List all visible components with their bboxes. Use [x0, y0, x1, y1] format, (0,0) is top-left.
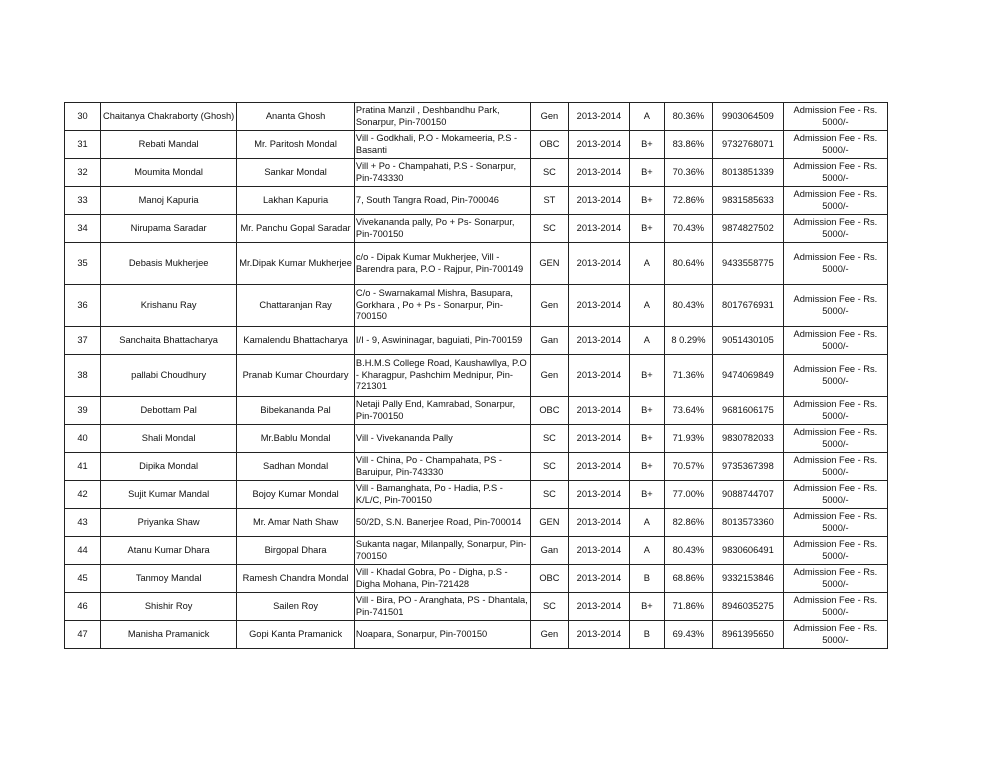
percentage-cell: 77.00%	[664, 481, 712, 509]
category-cell: GEN	[530, 243, 568, 285]
address-cell: I/I - 9, Aswininagar, baguiati, Pin-700159	[354, 327, 530, 355]
address-cell: Vivekananda pally, Po + Ps- Sonarpur, Pin-700150	[354, 215, 530, 243]
session-cell: 2013-2014	[568, 285, 629, 327]
phone-number-cell: 9874827502	[712, 215, 783, 243]
address-cell: Pratina Manzil , Deshbandhu Park, Sonarpur, Pin-700150	[354, 103, 530, 131]
remarks-cell: Admission Fee - Rs. 5000/-	[783, 593, 887, 621]
student-name-cell: Debottam Pal	[101, 397, 237, 425]
remarks-cell: Admission Fee - Rs. 5000/-	[783, 103, 887, 131]
grade-cell: A	[629, 509, 664, 537]
grade-cell: B+	[629, 425, 664, 453]
serial-number-cell: 30	[65, 103, 101, 131]
session-cell: 2013-2014	[568, 397, 629, 425]
guardian-name-cell: Bibekananda Pal	[237, 397, 355, 425]
grade-cell: A	[629, 243, 664, 285]
phone-number-cell: 9474069849	[712, 355, 783, 397]
address-cell: 7, South Tangra Road, Pin-700046	[354, 187, 530, 215]
serial-number-cell: 37	[65, 327, 101, 355]
session-cell: 2013-2014	[568, 537, 629, 565]
category-cell: SC	[530, 215, 568, 243]
table-row	[65, 453, 888, 481]
student-name-cell: Nirupama Saradar	[101, 215, 237, 243]
phone-number-cell: 9332153846	[712, 565, 783, 593]
session-cell: 2013-2014	[568, 187, 629, 215]
category-cell: SC	[530, 481, 568, 509]
address-cell: Vill - China, Po - Champahata, PS - Baruipur, Pin-743330	[354, 453, 530, 481]
address-cell: Vill - Bira, PO - Aranghata, PS - Dhantala, Pin-741501	[354, 593, 530, 621]
table-row	[65, 355, 888, 397]
phone-number-cell: 8013851339	[712, 159, 783, 187]
serial-number-cell: 31	[65, 131, 101, 159]
address-cell: Vill - Khadal Gobra, Po - Digha, p.S - Digha Mohana, Pin-721428	[354, 565, 530, 593]
session-cell: 2013-2014	[568, 243, 629, 285]
percentage-cell: 83.86%	[664, 131, 712, 159]
category-cell: OBC	[530, 397, 568, 425]
table-row	[65, 243, 888, 285]
percentage-cell: 70.43%	[664, 215, 712, 243]
table-row	[65, 621, 888, 649]
guardian-name-cell: Mr. Panchu Gopal Saradar	[237, 215, 355, 243]
session-cell: 2013-2014	[568, 621, 629, 649]
session-cell: 2013-2014	[568, 159, 629, 187]
session-cell: 2013-2014	[568, 215, 629, 243]
remarks-cell: Admission Fee - Rs. 5000/-	[783, 425, 887, 453]
student-name-cell: Atanu Kumar Dhara	[101, 537, 237, 565]
grade-cell: A	[629, 103, 664, 131]
guardian-name-cell: Bojoy Kumar Mondal	[237, 481, 355, 509]
guardian-name-cell: Lakhan Kapuria	[237, 187, 355, 215]
percentage-cell: 71.93%	[664, 425, 712, 453]
student-name-cell: Sanchaita Bhattacharya	[101, 327, 237, 355]
guardian-name-cell: Sankar Mondal	[237, 159, 355, 187]
phone-number-cell: 9735367398	[712, 453, 783, 481]
table-row	[65, 425, 888, 453]
guardian-name-cell: Ramesh Chandra Mondal	[237, 565, 355, 593]
student-name-text: Chaitanya Chakraborty (Ghosh)	[103, 110, 235, 121]
serial-number-cell: 43	[65, 509, 101, 537]
percentage-cell: 80.64%	[664, 243, 712, 285]
category-cell: ST	[530, 187, 568, 215]
category-cell: Gen	[530, 355, 568, 397]
table-row	[65, 537, 888, 565]
phone-number-cell: 9830606491	[712, 537, 783, 565]
percentage-cell: 71.86%	[664, 593, 712, 621]
student-name-cell: pallabi Choudhury	[101, 355, 237, 397]
percentage-cell: 8 0.29%	[664, 327, 712, 355]
guardian-name-cell: Pranab Kumar Chourdary	[237, 355, 355, 397]
student-name-cell: Priyanka Shaw	[101, 509, 237, 537]
session-cell: 2013-2014	[568, 425, 629, 453]
percentage-cell: 82.86%	[664, 509, 712, 537]
category-cell: OBC	[530, 131, 568, 159]
address-cell: Vill + Po - Champahati, P.S - Sonarpur, Pin-743330	[354, 159, 530, 187]
remarks-cell: Admission Fee - Rs. 5000/-	[783, 285, 887, 327]
percentage-cell: 70.36%	[664, 159, 712, 187]
table-row	[65, 131, 888, 159]
guardian-name-cell: Ananta Ghosh	[237, 103, 355, 131]
serial-number-cell: 34	[65, 215, 101, 243]
serial-number-cell: 38	[65, 355, 101, 397]
remarks-cell: Admission Fee - Rs. 5000/-	[783, 397, 887, 425]
phone-number-cell: 9903064509	[712, 103, 783, 131]
serial-number-cell: 35	[65, 243, 101, 285]
table-row	[65, 159, 888, 187]
remarks-cell: Admission Fee - Rs. 5000/-	[783, 453, 887, 481]
phone-number-cell: 9831585633	[712, 187, 783, 215]
percentage-cell: 70.57%	[664, 453, 712, 481]
percentage-cell: 69.43%	[664, 621, 712, 649]
session-cell: 2013-2014	[568, 131, 629, 159]
guardian-name-cell: Mr.Bablu Mondal	[237, 425, 355, 453]
serial-number-cell: 39	[65, 397, 101, 425]
guardian-name-cell: Mr. Amar Nath Shaw	[237, 509, 355, 537]
grade-cell: B+	[629, 355, 664, 397]
table-row	[65, 397, 888, 425]
remarks-cell: Admission Fee - Rs. 5000/-	[783, 159, 887, 187]
student-name-cell	[101, 103, 237, 131]
table-row	[65, 103, 888, 131]
table-row	[65, 187, 888, 215]
phone-number-cell: 9088744707	[712, 481, 783, 509]
grade-cell: B+	[629, 397, 664, 425]
remarks-cell: Admission Fee - Rs. 5000/-	[783, 243, 887, 285]
percentage-cell: 80.43%	[664, 285, 712, 327]
grade-cell: A	[629, 285, 664, 327]
address-cell: Vill - Godkhali, P.O - Mokameeria, P.S - Basanti	[354, 131, 530, 159]
address-cell: Netaji Pally End, Kamrabad, Sonarpur, Pin-700150	[354, 397, 530, 425]
student-name-cell: Moumita Mondal	[101, 159, 237, 187]
grade-cell: B+	[629, 131, 664, 159]
student-name-cell: Shishir Roy	[101, 593, 237, 621]
guardian-name-cell: Sailen Roy	[237, 593, 355, 621]
guardian-name-cell: Mr. Paritosh Mondal	[237, 131, 355, 159]
guardian-name-cell: Kamalendu Bhattacharya	[237, 327, 355, 355]
guardian-name-cell: Chattaranjan Ray	[237, 285, 355, 327]
phone-number-cell: 8961395650	[712, 621, 783, 649]
guardian-name-cell: Birgopal Dhara	[237, 537, 355, 565]
grade-cell: B+	[629, 215, 664, 243]
grade-cell: B+	[629, 593, 664, 621]
remarks-cell: Admission Fee - Rs. 5000/-	[783, 187, 887, 215]
student-name-cell: Debasis Mukherjee	[101, 243, 237, 285]
guardian-name-cell: Sadhan Mondal	[237, 453, 355, 481]
phone-number-cell: 9830782033	[712, 425, 783, 453]
student-name-cell: Sujit Kumar Mandal	[101, 481, 237, 509]
serial-number-cell: 44	[65, 537, 101, 565]
grade-cell: B+	[629, 187, 664, 215]
student-admission-table	[64, 102, 888, 649]
category-cell: SC	[530, 425, 568, 453]
category-cell: Gen	[530, 103, 568, 131]
category-cell: Gan	[530, 327, 568, 355]
category-cell: GEN	[530, 509, 568, 537]
table-row	[65, 327, 888, 355]
session-cell: 2013-2014	[568, 509, 629, 537]
grade-cell: A	[629, 327, 664, 355]
session-cell: 2013-2014	[568, 453, 629, 481]
student-name-cell: Shali Mondal	[101, 425, 237, 453]
category-cell: Gan	[530, 537, 568, 565]
grade-cell: B+	[629, 159, 664, 187]
remarks-cell: Admission Fee - Rs. 5000/-	[783, 621, 887, 649]
remarks-cell: Admission Fee - Rs. 5000/-	[783, 481, 887, 509]
address-cell: 50/2D, S.N. Banerjee Road, Pin-700014	[354, 509, 530, 537]
remarks-cell: Admission Fee - Rs. 5000/-	[783, 565, 887, 593]
phone-number-cell: 9681606175	[712, 397, 783, 425]
address-cell: C/o - Swarnakamal Mishra, Basupara, Gorkhara , Po + Ps - Sonarpur, Pin-700150	[354, 285, 530, 327]
phone-number-cell: 8946035275	[712, 593, 783, 621]
remarks-cell: Admission Fee - Rs. 5000/-	[783, 537, 887, 565]
address-cell: Noapara, Sonarpur, Pin-700150	[354, 621, 530, 649]
table-row	[65, 565, 888, 593]
guardian-name-cell: Gopi Kanta Pramanick	[237, 621, 355, 649]
remarks-cell: Admission Fee - Rs. 5000/-	[783, 327, 887, 355]
address-cell: Sukanta nagar, Milanpally, Sonarpur, Pin-700150	[354, 537, 530, 565]
phone-number-cell: 9433558775	[712, 243, 783, 285]
table-row	[65, 481, 888, 509]
serial-number-cell: 36	[65, 285, 101, 327]
percentage-cell: 73.64%	[664, 397, 712, 425]
remarks-cell: Admission Fee - Rs. 5000/-	[783, 509, 887, 537]
student-name-cell: Krishanu Ray	[101, 285, 237, 327]
serial-number-cell: 42	[65, 481, 101, 509]
guardian-name-cell: Mr.Dipak Kumar Mukherjee	[237, 243, 355, 285]
session-cell: 2013-2014	[568, 565, 629, 593]
serial-number-cell: 45	[65, 565, 101, 593]
serial-number-cell: 47	[65, 621, 101, 649]
phone-number-cell: 8017676931	[712, 285, 783, 327]
address-cell: B.H.M.S College Road, Kaushawllya, P.O - Kharagpur, Pashchim Mednipur, Pin-721301	[354, 355, 530, 397]
address-cell: Vill - Bamanghata, Po - Hadia, P.S - K/L/C, Pin-700150	[354, 481, 530, 509]
serial-number-cell: 40	[65, 425, 101, 453]
serial-number-cell: 41	[65, 453, 101, 481]
address-cell: Vill - Vivekananda Pally	[354, 425, 530, 453]
category-cell: Gen	[530, 621, 568, 649]
phone-number-cell: 9732768071	[712, 131, 783, 159]
session-cell: 2013-2014	[568, 327, 629, 355]
grade-cell: B	[629, 621, 664, 649]
address-cell: c/o - Dipak Kumar Mukherjee, Vill - Barendra para, P.O - Rajpur, Pin-700149	[354, 243, 530, 285]
student-name-cell: Manoj Kapuria	[101, 187, 237, 215]
table-row	[65, 509, 888, 537]
category-cell: OBC	[530, 565, 568, 593]
grade-cell: B	[629, 565, 664, 593]
session-cell: 2013-2014	[568, 103, 629, 131]
phone-number-cell: 8013573360	[712, 509, 783, 537]
percentage-cell: 71.36%	[664, 355, 712, 397]
serial-number-cell: 32	[65, 159, 101, 187]
student-name-cell: Manisha Pramanick	[101, 621, 237, 649]
category-cell: Gen	[530, 285, 568, 327]
table-row	[65, 593, 888, 621]
table-row	[65, 215, 888, 243]
session-cell: 2013-2014	[568, 593, 629, 621]
category-cell: SC	[530, 453, 568, 481]
grade-cell: B+	[629, 453, 664, 481]
student-name-cell: Rebati Mandal	[101, 131, 237, 159]
table-row	[65, 285, 888, 327]
student-name-cell: Tanmoy Mandal	[101, 565, 237, 593]
session-cell: 2013-2014	[568, 355, 629, 397]
percentage-cell: 68.86%	[664, 565, 712, 593]
percentage-cell: 72.86%	[664, 187, 712, 215]
percentage-cell: 80.36%	[664, 103, 712, 131]
serial-number-cell: 46	[65, 593, 101, 621]
session-cell: 2013-2014	[568, 481, 629, 509]
grade-cell: A	[629, 537, 664, 565]
grade-cell: B+	[629, 481, 664, 509]
category-cell: SC	[530, 593, 568, 621]
serial-number-cell: 33	[65, 187, 101, 215]
student-name-cell: Dipika Mondal	[101, 453, 237, 481]
category-cell: SC	[530, 159, 568, 187]
remarks-cell: Admission Fee - Rs. 5000/-	[783, 355, 887, 397]
phone-number-cell: 9051430105	[712, 327, 783, 355]
remarks-cell: Admission Fee - Rs. 5000/-	[783, 131, 887, 159]
percentage-cell: 80.43%	[664, 537, 712, 565]
remarks-cell: Admission Fee - Rs. 5000/-	[783, 215, 887, 243]
